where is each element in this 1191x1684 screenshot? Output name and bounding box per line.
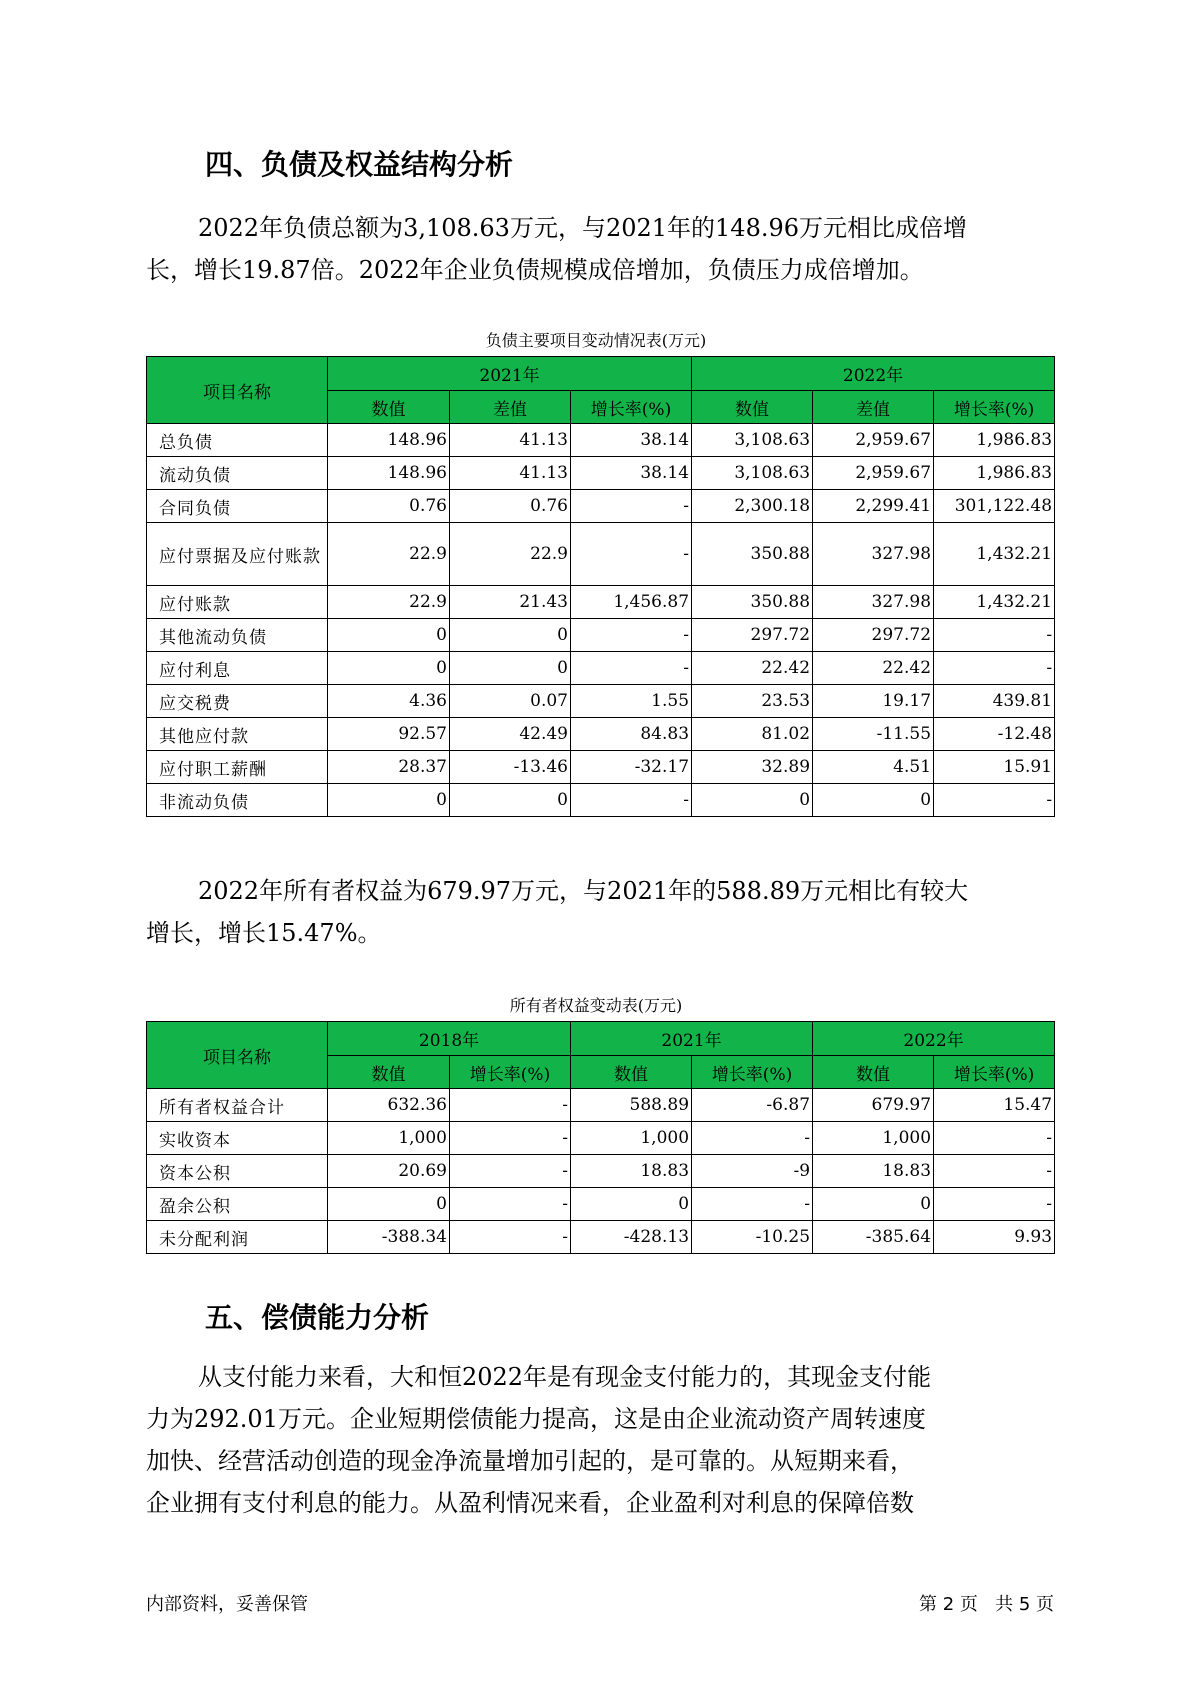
header-item-name: 项目名称 — [147, 1022, 328, 1089]
value-cell: 28.37 — [328, 751, 450, 784]
value-cell: 4.36 — [328, 685, 450, 718]
value-cell: 41.13 — [450, 457, 571, 490]
paragraph-line: 企业拥有支付利息的能力。从盈利情况来看，企业盈利对利息的保障倍数 — [146, 1489, 914, 1517]
value-cell: 18.83 — [571, 1155, 692, 1188]
value-cell: 148.96 — [328, 424, 450, 457]
value-cell: - — [934, 784, 1055, 817]
value-cell: 23.53 — [692, 685, 813, 718]
table-row — [147, 619, 1055, 652]
section-5-heading: 五、偿债能力分析 — [205, 1301, 430, 1334]
value-cell: 22.9 — [328, 523, 450, 586]
solvency-paragraph — [146, 1356, 1046, 1524]
value-cell: 1,000 — [571, 1122, 692, 1155]
paragraph-line: 力为292.01万元。企业短期偿债能力提高，这是由企业流动资产周转速度 — [146, 1405, 926, 1433]
subheader-value: 数值 — [328, 391, 450, 424]
subheader-rate: 增长率(%) — [571, 391, 692, 424]
value-cell: 32.89 — [692, 751, 813, 784]
value-cell: - — [450, 1089, 571, 1122]
value-cell: 2,300.18 — [692, 490, 813, 523]
value-cell: 0.76 — [450, 490, 571, 523]
value-cell: 0 — [450, 619, 571, 652]
table-row — [147, 523, 1055, 586]
value-cell: 38.14 — [571, 424, 692, 457]
value-cell: 22.9 — [450, 523, 571, 586]
header-year: 2021年 — [571, 1022, 813, 1056]
table-row — [147, 1122, 1055, 1155]
row-label-cell: 实收资本 — [147, 1122, 328, 1155]
value-cell: - — [934, 1122, 1055, 1155]
value-cell: 297.72 — [692, 619, 813, 652]
value-cell: 19.17 — [813, 685, 934, 718]
section-4-heading: 四、负债及权益结构分析 — [205, 148, 514, 181]
subheader-rate: 增长率(%) — [692, 1056, 813, 1089]
header-year: 2018年 — [328, 1022, 571, 1056]
value-cell: 148.96 — [328, 457, 450, 490]
paragraph-line: 长，增长19.87倍。2022年企业负债规模成倍增加，负债压力成倍增加。 — [146, 256, 924, 284]
value-cell: 0.07 — [450, 685, 571, 718]
value-cell: - — [692, 1188, 813, 1221]
row-label-cell: 应付利息 — [147, 652, 328, 685]
value-cell: 1,986.83 — [934, 457, 1055, 490]
value-cell: 297.72 — [813, 619, 934, 652]
value-cell: 92.57 — [328, 718, 450, 751]
value-cell: 0 — [692, 784, 813, 817]
value-cell: - — [450, 1221, 571, 1254]
table-row — [147, 490, 1055, 523]
table-row — [147, 586, 1055, 619]
subheader-value: 数值 — [571, 1056, 692, 1089]
header-year: 2022年 — [813, 1022, 1055, 1056]
value-cell: 350.88 — [692, 586, 813, 619]
paragraph-line: 加快、经营活动创造的现金净流量增加引起的，是可靠的。从短期来看， — [146, 1447, 914, 1475]
footer-confidential-note: 内部资料，妥善保管 — [146, 1594, 308, 1615]
value-cell: - — [934, 652, 1055, 685]
value-cell: -12.48 — [934, 718, 1055, 751]
value-cell: 0 — [328, 1188, 450, 1221]
value-cell: -10.25 — [692, 1221, 813, 1254]
value-cell: -9 — [692, 1155, 813, 1188]
subheader-value: 数值 — [328, 1056, 450, 1089]
value-cell: - — [692, 1122, 813, 1155]
value-cell: 15.91 — [934, 751, 1055, 784]
value-cell: 0 — [328, 652, 450, 685]
value-cell: 588.89 — [571, 1089, 692, 1122]
subheader-diff: 差值 — [450, 391, 571, 424]
row-label-cell: 所有者权益合计 — [147, 1089, 328, 1122]
value-cell: 0 — [450, 784, 571, 817]
row-label-cell: 应付账款 — [147, 586, 328, 619]
value-cell: 84.83 — [571, 718, 692, 751]
value-cell: -385.64 — [813, 1221, 934, 1254]
subheader-value: 数值 — [813, 1056, 934, 1089]
table-row — [147, 1221, 1055, 1254]
value-cell: 0 — [328, 784, 450, 817]
value-cell: 0 — [571, 1188, 692, 1221]
liability-table — [146, 356, 1055, 817]
value-cell: - — [934, 1188, 1055, 1221]
value-cell: 22.9 — [328, 586, 450, 619]
subheader-value: 数值 — [692, 391, 813, 424]
value-cell: 1,432.21 — [934, 586, 1055, 619]
value-cell: - — [450, 1188, 571, 1221]
subheader-rate: 增长率(%) — [934, 391, 1055, 424]
value-cell: 1,000 — [813, 1122, 934, 1155]
value-cell: 2,959.67 — [813, 424, 934, 457]
value-cell: 0.76 — [328, 490, 450, 523]
value-cell: -6.87 — [692, 1089, 813, 1122]
paragraph-line: 从支付能力来看，大和恒2022年是有现金支付能力的，其现金支付能 — [198, 1363, 932, 1391]
value-cell: 15.47 — [934, 1089, 1055, 1122]
row-label-cell: 应交税费 — [147, 685, 328, 718]
header-item-name: 项目名称 — [147, 357, 328, 424]
table-row — [147, 1155, 1055, 1188]
value-cell: 18.83 — [813, 1155, 934, 1188]
value-cell: 1.55 — [571, 685, 692, 718]
value-cell: 22.42 — [813, 652, 934, 685]
value-cell: - — [571, 523, 692, 586]
paragraph-line: 2022年负债总额为3,108.63万元，与2021年的148.96万元相比成倍增 — [198, 214, 968, 242]
table-row — [147, 751, 1055, 784]
value-cell: - — [450, 1155, 571, 1188]
value-cell: 301,122.48 — [934, 490, 1055, 523]
table-row — [147, 652, 1055, 685]
value-cell: 38.14 — [571, 457, 692, 490]
table-row — [147, 1188, 1055, 1221]
row-label-cell: 资本公积 — [147, 1155, 328, 1188]
subheader-rate: 增长率(%) — [450, 1056, 571, 1089]
value-cell: 21.43 — [450, 586, 571, 619]
header-year: 2022年 — [692, 357, 1055, 391]
row-label-cell: 流动负债 — [147, 457, 328, 490]
value-cell: 439.81 — [934, 685, 1055, 718]
value-cell: 0 — [813, 1188, 934, 1221]
subheader-diff: 差值 — [813, 391, 934, 424]
row-label-cell: 总负债 — [147, 424, 328, 457]
header-year: 2021年 — [328, 357, 692, 391]
value-cell: - — [571, 619, 692, 652]
value-cell: 0 — [328, 619, 450, 652]
value-cell: - — [571, 490, 692, 523]
value-cell: 2,959.67 — [813, 457, 934, 490]
value-cell: - — [450, 1122, 571, 1155]
value-cell: 0 — [450, 652, 571, 685]
table-row — [147, 718, 1055, 751]
table-row — [147, 1089, 1055, 1122]
liability-table-caption: 负债主要项目变动情况表(万元) — [485, 331, 707, 350]
value-cell: -32.17 — [571, 751, 692, 784]
value-cell: 0 — [813, 784, 934, 817]
value-cell: -428.13 — [571, 1221, 692, 1254]
liability-summary-paragraph — [146, 207, 1046, 291]
value-cell: 81.02 — [692, 718, 813, 751]
value-cell: 327.98 — [813, 523, 934, 586]
row-label-cell: 应付票据及应付账款 — [147, 523, 328, 586]
value-cell: -11.55 — [813, 718, 934, 751]
value-cell: 632.36 — [328, 1089, 450, 1122]
value-cell: 41.13 — [450, 424, 571, 457]
value-cell: -13.46 — [450, 751, 571, 784]
row-label-cell: 其他流动负债 — [147, 619, 328, 652]
value-cell: 1,432.21 — [934, 523, 1055, 586]
table-row — [147, 424, 1055, 457]
value-cell: 42.49 — [450, 718, 571, 751]
table-row — [147, 784, 1055, 817]
value-cell: - — [934, 619, 1055, 652]
row-label-cell: 其他应付款 — [147, 718, 328, 751]
value-cell: - — [571, 652, 692, 685]
value-cell: 9.93 — [934, 1221, 1055, 1254]
value-cell: 20.69 — [328, 1155, 450, 1188]
table-row — [147, 457, 1055, 490]
equity-table — [146, 1021, 1055, 1254]
subheader-rate: 增长率(%) — [934, 1056, 1055, 1089]
value-cell: 3,108.63 — [692, 457, 813, 490]
value-cell: 327.98 — [813, 586, 934, 619]
value-cell: 1,000 — [328, 1122, 450, 1155]
value-cell: 2,299.41 — [813, 490, 934, 523]
value-cell: 22.42 — [692, 652, 813, 685]
row-label-cell: 非流动负债 — [147, 784, 328, 817]
row-label-cell: 应付职工薪酬 — [147, 751, 328, 784]
table-row — [147, 685, 1055, 718]
value-cell: 1,986.83 — [934, 424, 1055, 457]
value-cell: 1,456.87 — [571, 586, 692, 619]
row-label-cell: 盈余公积 — [147, 1188, 328, 1221]
value-cell: 350.88 — [692, 523, 813, 586]
value-cell: - — [934, 1155, 1055, 1188]
row-label-cell: 未分配利润 — [147, 1221, 328, 1254]
value-cell: 679.97 — [813, 1089, 934, 1122]
footer-page-number: 第 2 页 共 5 页 — [919, 1594, 1054, 1615]
paragraph-line: 2022年所有者权益为679.97万元，与2021年的588.89万元相比有较大 — [198, 877, 969, 905]
equity-table-caption: 所有者权益变动表(万元) — [509, 996, 683, 1015]
row-label-cell: 合同负债 — [147, 490, 328, 523]
value-cell: 4.51 — [813, 751, 934, 784]
paragraph-line: 增长，增长15.47%。 — [146, 919, 382, 947]
value-cell: -388.34 — [328, 1221, 450, 1254]
value-cell: - — [571, 784, 692, 817]
value-cell: 3,108.63 — [692, 424, 813, 457]
equity-summary-paragraph — [146, 870, 1046, 954]
